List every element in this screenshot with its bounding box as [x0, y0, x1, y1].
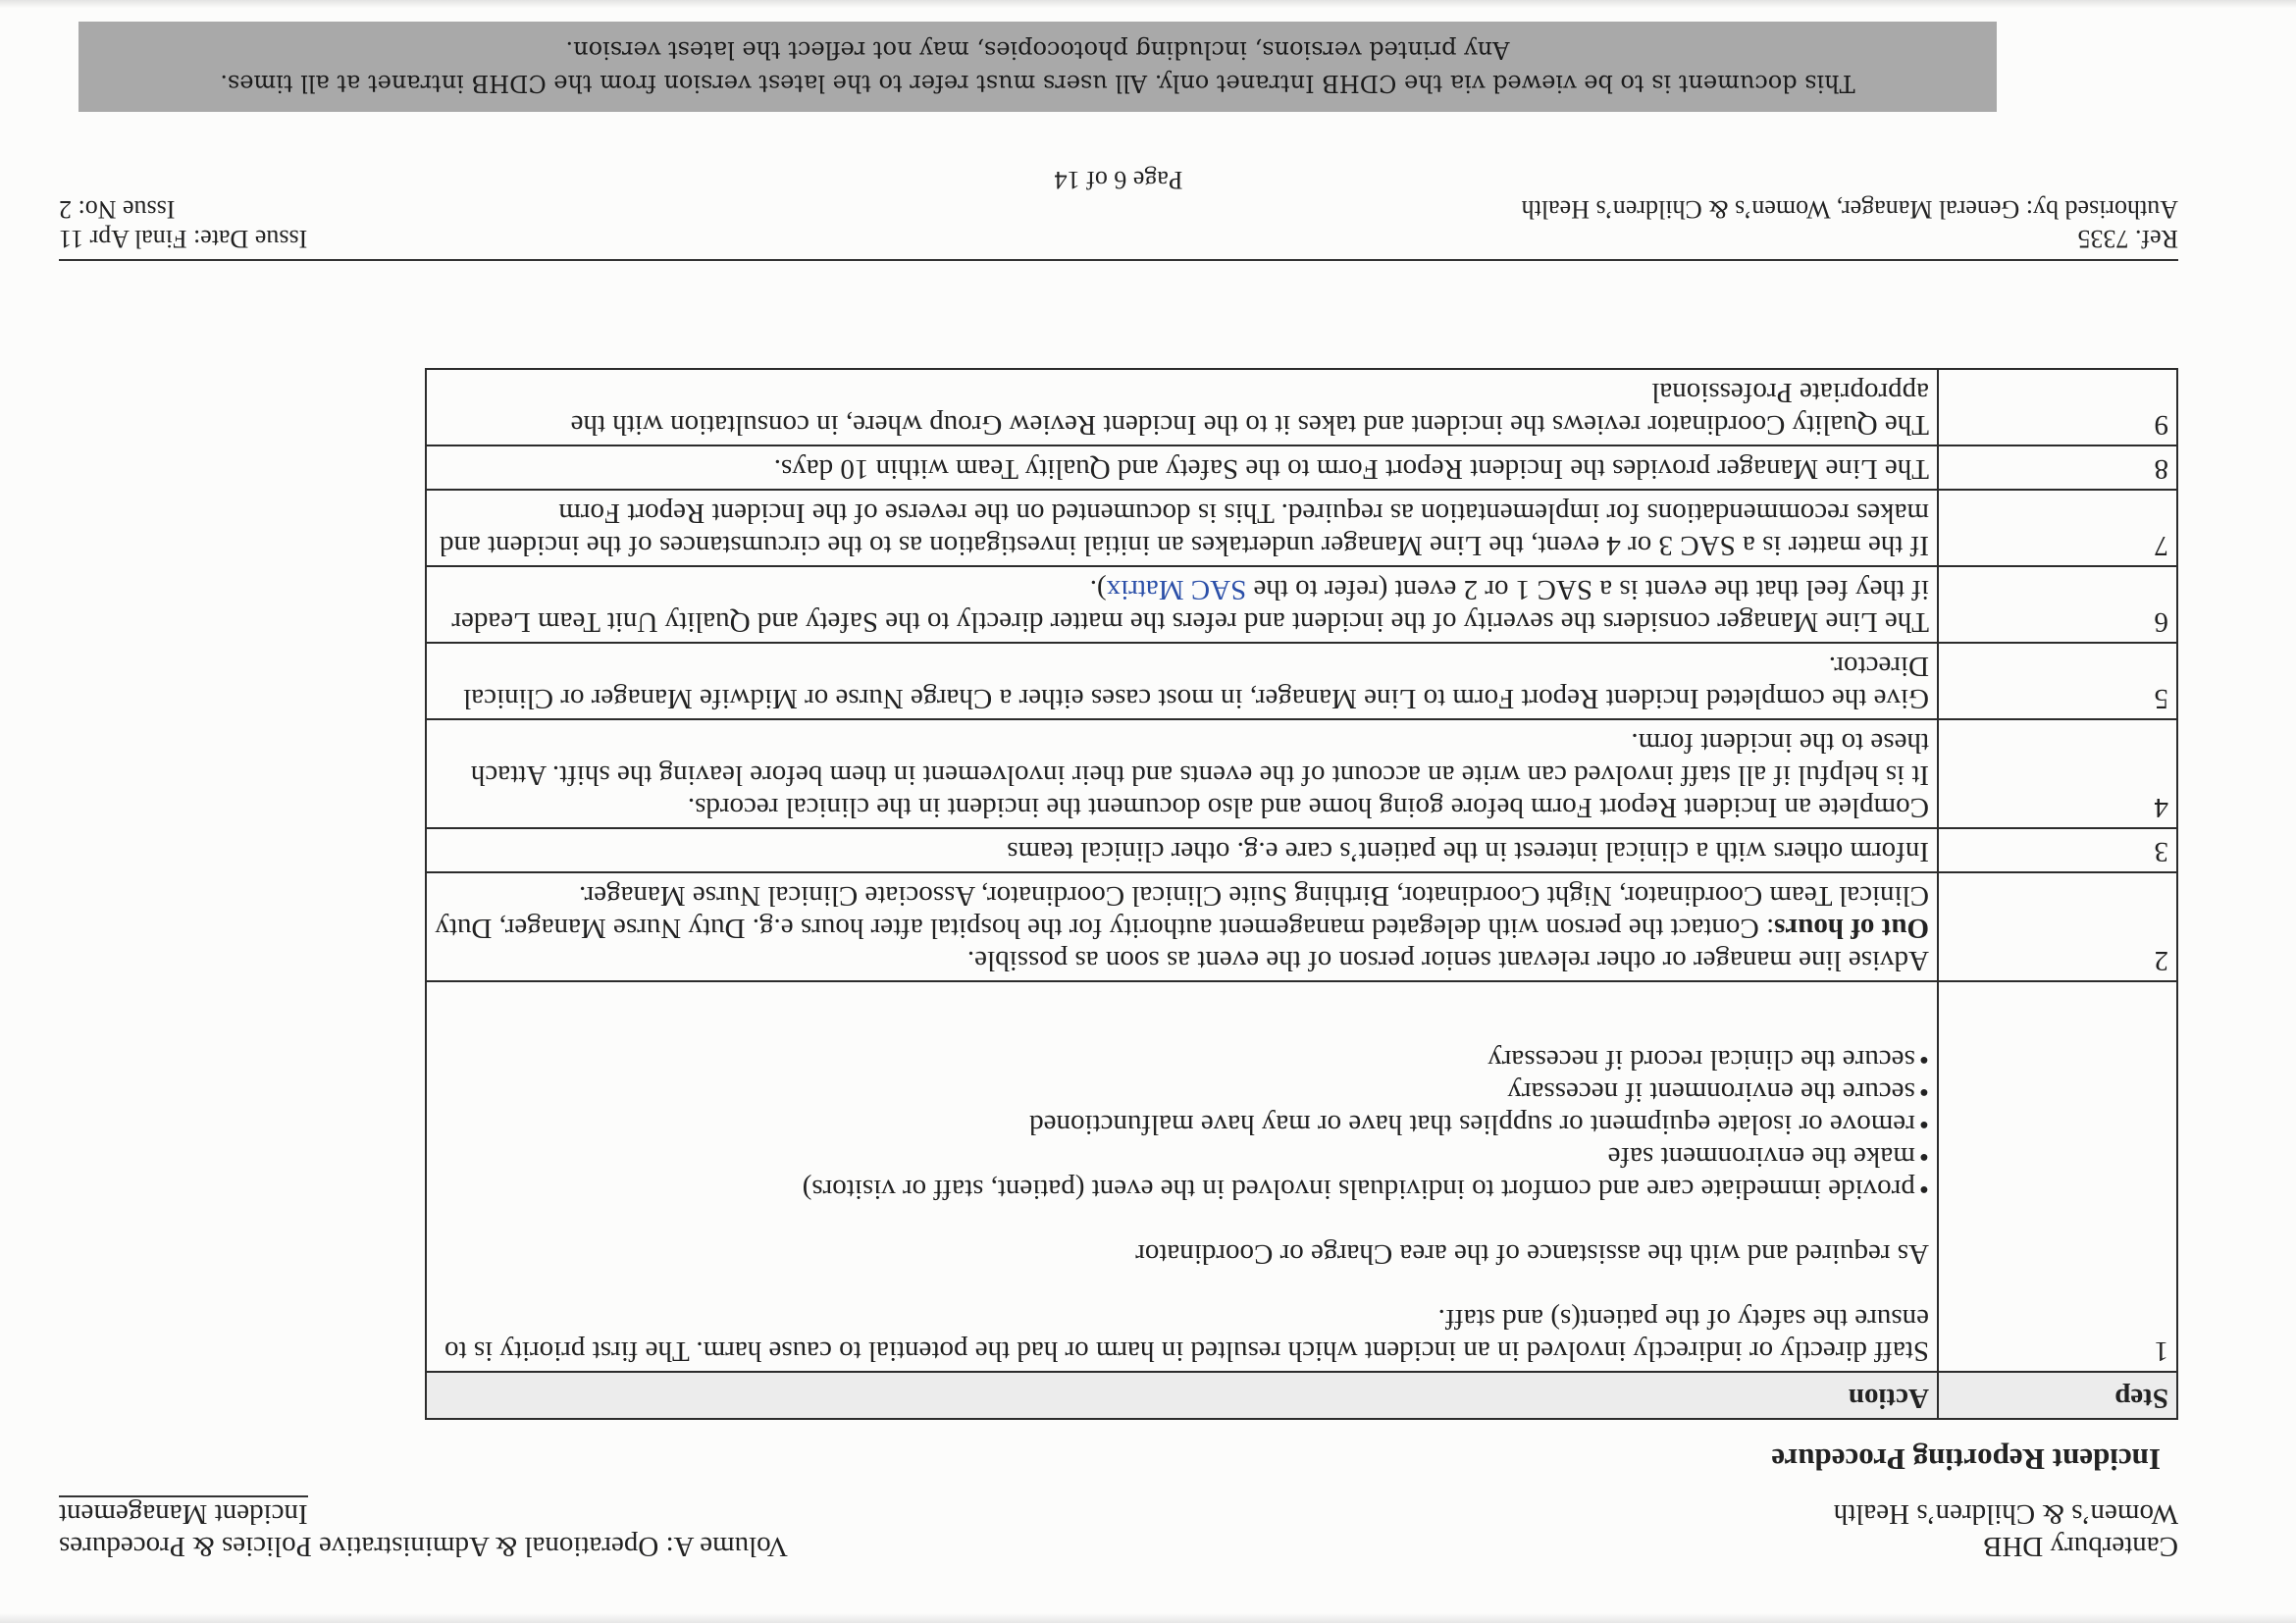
table-row	[426, 369, 2177, 445]
header-volume: Volume A: Operational & Administrative Policies & Procedures	[59, 1531, 788, 1562]
bullet-item: • remove or isolate equipment or supplies that have or may have malfunctioned	[435, 1108, 1929, 1140]
action-text: : Contact the person with delegated management authority for the hospital after hours e.g. Duty Nurse Manager, Duty Clinical Team Coordinator, Night Coordinator, Birthing Suite Clinical Coordinator, Associate Clinical Nurse Manager.	[435, 880, 1929, 944]
action-cell: If the matter is a SAC 3 or 4 event, the Line Manager undertakes an initial investigation as to the circumstances of the incident and makes recommendations for implementation as required. This is documented on the reverse of the Incident Report Form	[426, 490, 1938, 566]
action-cell	[426, 719, 1938, 828]
table-row	[426, 828, 2177, 872]
action-cell	[426, 872, 1938, 981]
action-text: Staff directly or indirectly involved in an incident which resulted in harm or had the potential to cause harm. The first priority is to ensure the safety of the patient(s) and staff.	[444, 1303, 1929, 1367]
bullet-item: • secure the environment if necessary	[435, 1075, 1929, 1108]
footer-right	[59, 194, 307, 253]
action-text: Advise line manager or other relevant senior person of the event as soon as possible.	[966, 945, 1929, 976]
action-text: Complete an Incident Report Form before going home and also document the incident in the clinical records.	[687, 792, 1929, 823]
step-number: 2	[1938, 872, 2177, 981]
footer-issue-date: Issue Date: Final Apr 11	[59, 225, 308, 253]
footer-rule	[59, 259, 2178, 261]
procedure-table	[425, 368, 2178, 1420]
table-row	[426, 719, 2177, 828]
action-text: The Line Manager considers the severity of the incident and refers the matter directly to the Safety and Quality Unit Team Leader if they feel that the event is a SAC 1 or 2 event (refer to the	[451, 574, 1929, 638]
step-number: 8	[1938, 445, 2177, 490]
step-number: 5	[1938, 643, 2177, 719]
bullet-item: • secure the clinical record if necessary	[435, 1043, 1929, 1075]
table-row	[426, 981, 2177, 1372]
action-bullet-list	[435, 1043, 1929, 1205]
step-number: 7	[1938, 490, 2177, 566]
action-cell	[426, 566, 1938, 643]
step-number: 9	[1938, 369, 2177, 445]
column-header-action: Action	[426, 1372, 1938, 1419]
table-row	[426, 566, 2177, 643]
disclaimer-line-2: Any printed versions, including photocopies, may not reflect the latest version.	[565, 36, 1510, 64]
action-cell	[426, 981, 1938, 1372]
header-section: Incident Management	[59, 1495, 308, 1530]
action-cell: Give the completed Incident Report Form to Line Manager, in most cases either a Charge Nurse or Midwife Manager or Clinical Director.	[426, 643, 1938, 719]
header-left	[1834, 1497, 2178, 1562]
step-number: 6	[1938, 566, 2177, 643]
footer-ref: Ref. 7335	[2077, 225, 2178, 253]
table-row	[426, 643, 2177, 719]
footer-left	[1522, 194, 2178, 253]
disclaimer-line-1: This document is to be viewed via the CDHB Intranet only. All users must refer to the latest version from the CDHB intranet at all times.	[220, 70, 1855, 97]
bullet-item: • make the environment safe	[435, 1140, 1929, 1173]
table-row	[426, 872, 2177, 981]
footer-authorised: Authorised by: General Manager, Women’s & Children’s Health	[1521, 195, 2178, 224]
header-org: Canterbury DHB	[1983, 1531, 2178, 1562]
header-division: Women’s & Children’s Health	[1833, 1498, 2178, 1530]
action-text-tail: ).	[1089, 574, 1107, 605]
table-header-row	[426, 1372, 2177, 1419]
action-cell: The Quality Coordinator reviews the incident and takes it to the Incident Review Group where, in consultation with the appropriate Professional	[426, 369, 1938, 445]
step-number: 1	[1938, 981, 2177, 1372]
header-right	[59, 1495, 788, 1562]
action-text: It is helpful if all staff involved can write an account of the events and their involvement in them before leaving the shift. Attach these to the incident form.	[470, 727, 1929, 791]
out-of-hours-label: Out of hours	[1774, 913, 1929, 944]
bullet-item: • provide immediate care and comfort to individuals involved in the event (patient, staff or visitors)	[435, 1173, 1929, 1205]
page-title: Incident Reporting Procedure	[1771, 1442, 2161, 1477]
action-cell: The Line Manager provides the Incident Report Form to the Safety and Quality Team within 10 days.	[426, 445, 1938, 490]
document-sheet	[59, 36, 2178, 1580]
action-cell: Inform others with a clinical interest in the patient’s care e.g. other clinical teams	[426, 828, 1938, 872]
table-row	[426, 445, 2177, 490]
sac-matrix-link[interactable]: SAC Matrix	[1106, 574, 1247, 605]
column-header-step: Step	[1938, 1372, 2177, 1419]
action-text: As required and with the assistance of the area Charge or Coordinator	[1135, 1238, 1929, 1270]
disclaimer-banner	[78, 22, 1997, 112]
step-number: 3	[1938, 828, 2177, 872]
table-row	[426, 490, 2177, 566]
footer-page-number: Page 6 of 14	[1054, 166, 1183, 194]
step-number: 4	[1938, 719, 2177, 828]
footer-issue-no: Issue No: 2	[59, 195, 176, 224]
